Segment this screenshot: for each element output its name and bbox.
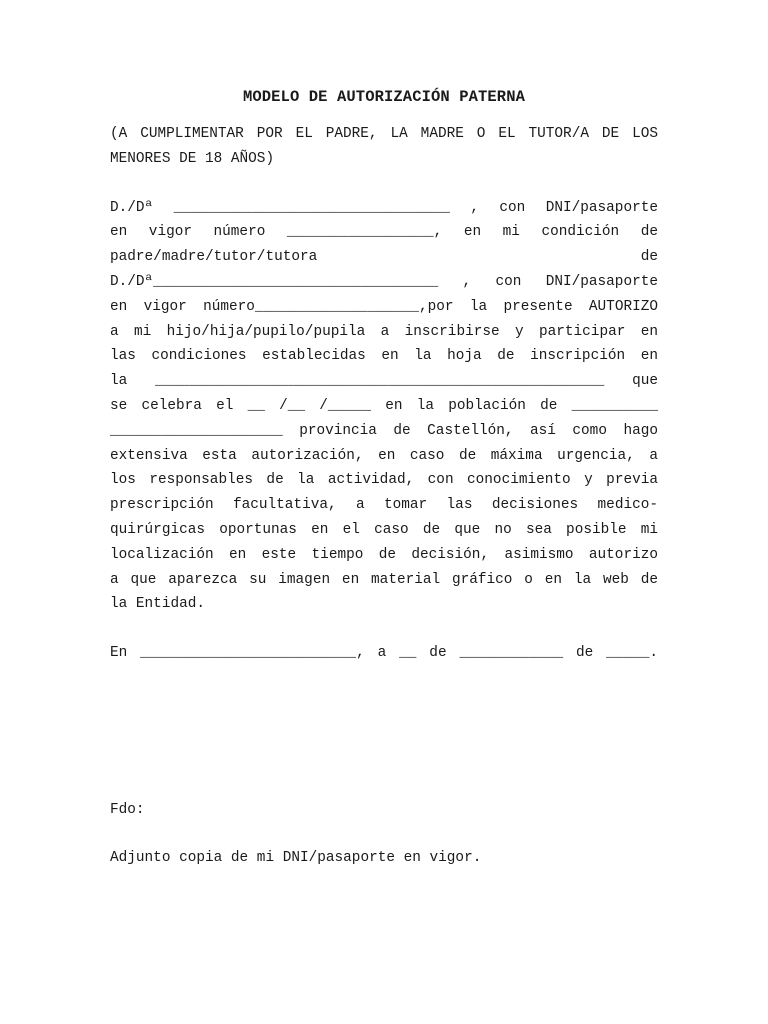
body-line: en vigor número _________________, en mi condición de bbox=[110, 224, 658, 241]
attachment-note: Adjunto copia de mi DNI/pasaporte en vigor. bbox=[110, 850, 482, 866]
body-line: quirúrgicas oportunas en el caso de que no sea posible mi bbox=[110, 521, 658, 538]
body-line: a mi hijo/hija/pupilo/pupila a inscribirse y participar en bbox=[110, 323, 658, 340]
body-line: extensiva esta autorización, en caso de máxima urgencia, a bbox=[110, 447, 658, 464]
document-subtitle bbox=[110, 122, 658, 172]
body-line: los responsables de la actividad, con conocimiento y previa bbox=[110, 472, 658, 489]
body-line: ____________________ provincia de Castellón, así como hago bbox=[110, 422, 658, 439]
subtitle-line: (A CUMPLIMENTAR POR EL PADRE, LA MADRE O EL TUTOR/A DE LOS bbox=[110, 126, 658, 142]
body-line: D./Dª ________________________________ , con DNI/pasaporte bbox=[110, 199, 658, 216]
body-line: localización en este tiempo de decisión, asimismo autorizo bbox=[110, 546, 658, 563]
signature-label: Fdo: bbox=[110, 802, 145, 818]
place-date-line bbox=[110, 641, 658, 666]
body-line: prescripción facultativa, a tomar las decisiones medico- bbox=[110, 497, 658, 514]
body-line: la ____________________________________________________ que bbox=[110, 373, 658, 390]
authorization-body bbox=[110, 196, 658, 618]
body-line: a que aparezca su imagen en material gráfico o en la web de bbox=[110, 571, 658, 588]
document-title: MODELO DE AUTORIZACIÓN PATERNA bbox=[242, 88, 526, 106]
closing-line: En _________________________, a __ de ____________ de _____. bbox=[110, 645, 658, 662]
body-line: padre/madre/tutor/tutora de bbox=[110, 249, 658, 266]
body-line: en vigor número___________________,por la presente AUTORIZO bbox=[110, 298, 658, 315]
subtitle-line: MENORES DE 18 AÑOS) bbox=[110, 150, 275, 167]
body-line: se celebra el __ /__ /_____ en la población de __________ bbox=[110, 397, 658, 414]
body-line: la Entidad. bbox=[110, 596, 205, 613]
body-line: D./Dª_________________________________ , con DNI/pasaporte bbox=[110, 273, 658, 290]
document-page bbox=[110, 86, 658, 666]
body-line: las condiciones establecidas en la hoja de inscripción en bbox=[110, 348, 658, 365]
